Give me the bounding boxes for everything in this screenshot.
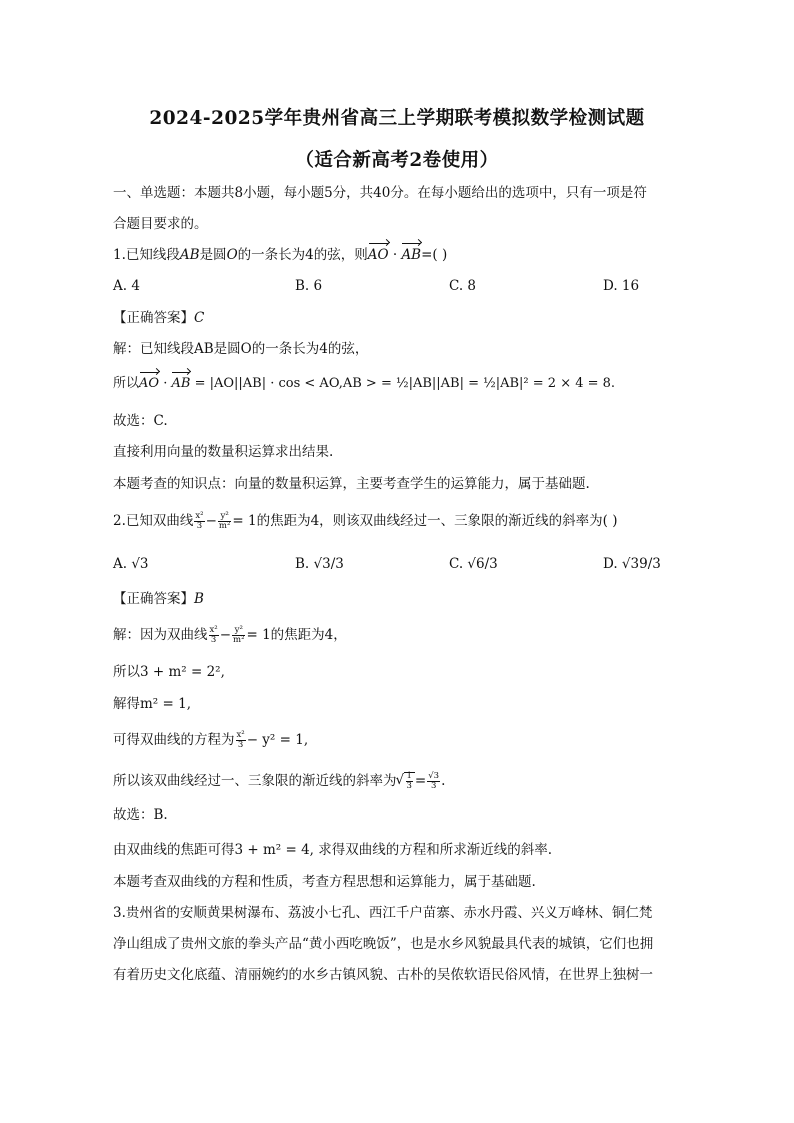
q1-option-b: B. 6 xyxy=(295,278,323,294)
section-heading: 一、单选题：本题共8小题，每小题5分，共40分。在每小题给出的选项中，只有一项是符 xyxy=(113,185,647,201)
q1-solution-2: 所以AO · AB = |AO||AB| · cos < AO,AB > = ½|AB||AB| = ½|AB|² = 2 × 4 = 8. xyxy=(113,374,683,394)
q2-option-c: C. √6/3 xyxy=(449,556,498,572)
q2-solution-6: 故选：B. xyxy=(113,807,168,823)
q3-stem-line-2: 净山组成了贵州文旅的拳头产品“黄小西吃晚饭”，也是水乡风貌最具代表的城镇，它们也拥 xyxy=(113,936,654,952)
q1-answer: 【正确答案】C xyxy=(113,310,205,326)
q1-solution-3: 故选：C. xyxy=(113,413,168,429)
section-heading-cont: 合题目要求的。 xyxy=(113,216,208,232)
q2-note-2: 本题考查双曲线的方程和性质，考查方程思想和运算能力，属于基础题. xyxy=(113,874,536,890)
q1-note-1: 直接利用向量的数量积运算求出结果. xyxy=(113,444,334,460)
q1-note-2: 本题考查的知识点：向量的数量积运算，主要考查学生的运算能力，属于基础题. xyxy=(113,476,590,492)
q2-stem: 2.已知双曲线 $\frac{\text{x²}}{3}$ − $\frac{\text{y²}}{\text{m²}}$ = 1的焦距为4，则该双曲线经过一、三象限的渐近线的斜率为( ) xyxy=(113,511,618,531)
q2-solution-5: 所以该双曲线经过一、三象限的渐近线的斜率为 √ $\frac{1}{3}$ = $\frac{√3}{3}$ . xyxy=(113,771,683,791)
q1-option-d: D. 16 xyxy=(603,278,640,294)
q1-option-a: A. 4 xyxy=(113,278,140,294)
document-subtitle: （适合新高考2卷使用） xyxy=(295,150,499,171)
q2-option-b: B. √3/3 xyxy=(295,556,344,572)
q2-solution-4: 可得双曲线的方程为 $\frac{\text{x²}}{3}$ − y² = 1, xyxy=(113,730,309,750)
document-title: 2024-2025学年贵州省高三上学期联考模拟数学检测试题 xyxy=(149,108,645,129)
q2-solution-1: 解：因为双曲线 $\frac{\text{x²}}{3}$ − $\frac{\text{y²}}{\text{m²}}$ = 1的焦距为4， xyxy=(113,625,347,645)
q2-option-d: D. √39/3 xyxy=(603,556,661,572)
q1-option-c: C. 8 xyxy=(449,278,477,294)
q3-stem-line-1: 3.贵州省的安顺黄果树瀑布、荔波小七孔、西江千户苗寨、赤水丹霞、兴义万峰林、铜仁梵 xyxy=(113,905,653,921)
q1-solution-1: 解：已知线段AB是圆O的一条长为4的弦， xyxy=(113,341,369,357)
q2-answer: 【正确答案】B xyxy=(113,591,204,607)
q2-note-1: 由双曲线的焦距可得3 + m² = 4, 求得双曲线的方程和所求渐近线的斜率. xyxy=(113,842,553,858)
q3-stem-line-3: 有着历史文化底蕴、清丽婉约的水乡古镇风貌、古朴的吴侬软语民俗风情，在世界上独树一 xyxy=(113,967,653,983)
q2-solution-2: 所以3 + m² = 2², xyxy=(113,664,225,680)
q1-stem: 1.已知线段AB是圆O的一条长为4的弦，则AO · AB=( ) xyxy=(113,247,448,263)
q2-option-a: A. √3 xyxy=(113,556,149,572)
q2-solution-3: 解得m² = 1, xyxy=(113,696,191,712)
